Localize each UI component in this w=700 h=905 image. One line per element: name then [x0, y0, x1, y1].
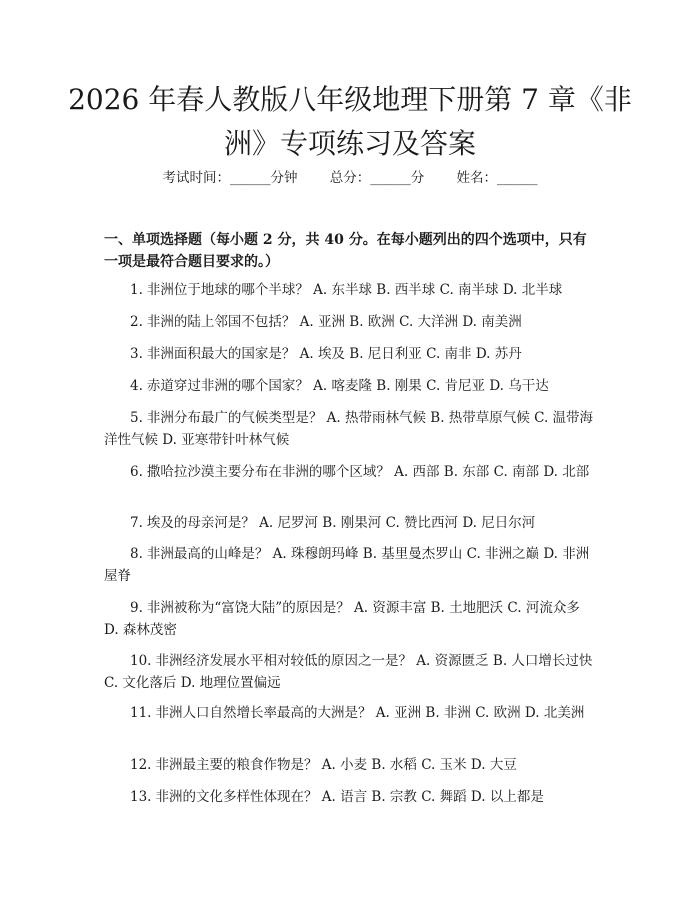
- question-number: 4.: [130, 378, 143, 394]
- total-score-field: 总分：______分: [329, 170, 425, 186]
- question-number: 1.: [130, 282, 143, 298]
- question-item: [104, 512, 596, 534]
- question-item: [104, 543, 596, 587]
- title-line-1: 2026 年春人教版八年级地理下册第 7 章《非: [68, 83, 632, 116]
- question-item: [104, 650, 596, 694]
- question-text: 非洲最主要的粮食作物是？ A. 小麦 B. 水稻 C. 玉米 D. 大豆: [155, 757, 517, 773]
- question-text: 非洲分布最广的气候类型是？ A. 热带雨林气候 B. 热带草原气候 C. 温带海洋性气候 D. 亚寒带针叶林气候: [104, 410, 594, 448]
- question-item: [104, 461, 596, 483]
- question-number: 7.: [130, 515, 143, 531]
- title-line-2: 洲》专项练习及答案: [223, 127, 476, 160]
- question-item: [104, 754, 596, 776]
- question-item: [104, 279, 596, 301]
- question-text: 非洲位于地球的哪个半球？ A. 东半球 B. 西半球 C. 南半球 D. 北半球: [146, 282, 563, 298]
- question-number: 3.: [130, 346, 143, 362]
- question-number: 2.: [130, 314, 143, 330]
- question-text: 非洲的陆上邻国不包括？ A. 亚洲 B. 欧洲 C. 大洋洲 D. 南美洲: [146, 314, 522, 330]
- document-title: [60, 78, 640, 166]
- question-item: [104, 407, 596, 451]
- question-number: 10.: [130, 653, 152, 669]
- question-item: [104, 375, 596, 397]
- question-item: [104, 702, 596, 724]
- question-number: 11.: [130, 705, 152, 721]
- question-number: 6.: [130, 464, 143, 480]
- question-text: 撒哈拉沙漠主要分布在非洲的哪个区域？ A. 西部 B. 东部 C. 南部 D. 北部: [146, 464, 590, 480]
- question-item: [104, 311, 596, 333]
- question-text: 非洲的文化多样性体现在？ A. 语言 B. 宗教 C. 舞蹈 D. 以上都是: [155, 789, 544, 805]
- question-text: 非洲面积最大的国家是？ A. 埃及 B. 尼日利亚 C. 南非 D. 苏丹: [146, 346, 522, 362]
- question-number: 9.: [130, 600, 143, 616]
- question-text: 非洲最高的山峰是？ A. 珠穆朗玛峰 B. 基里曼杰罗山 C. 非洲之巅 D. 非洲屋脊: [104, 546, 590, 584]
- question-text: 非洲经济发展水平相对较低的原因之一是？ A. 资源匮乏 B. 人口增长过快 C. 文化落后 D. 地理位置偏远: [104, 653, 593, 691]
- question-item: [104, 597, 596, 641]
- question-item: [104, 786, 596, 808]
- question-number: 13.: [130, 789, 152, 805]
- question-number: 5.: [130, 410, 143, 426]
- question-text: 赤道穿过非洲的哪个国家？ A. 喀麦隆 B. 刚果 C. 肯尼亚 D. 乌干达: [146, 378, 549, 394]
- exam-time-field: 考试时间：______分钟: [162, 170, 298, 186]
- question-number: 8.: [130, 546, 143, 562]
- question-item: [104, 343, 596, 365]
- section-heading: 一、单项选择题（每小题 2 分，共 40 分。在每小题列出的四个选项中，只有一项是最符合题目要求的。）: [104, 232, 587, 270]
- question-text: 埃及的母亲河是？ A. 尼罗河 B. 刚果河 C. 赞比西河 D. 尼日尔河: [146, 515, 536, 531]
- question-number: 12.: [130, 757, 152, 773]
- student-name-field: 姓名：______: [456, 170, 538, 186]
- question-text: 非洲人口自然增长率最高的大洲是？ A. 亚洲 B. 非洲 C. 欧洲 D. 北美洲: [155, 705, 585, 721]
- exam-info-row: [0, 169, 700, 187]
- question-text: 非洲被称为“富饶大陆”的原因是？ A. 资源丰富 B. 土地肥沃 C. 河流众多 D. 森林茂密: [104, 600, 580, 638]
